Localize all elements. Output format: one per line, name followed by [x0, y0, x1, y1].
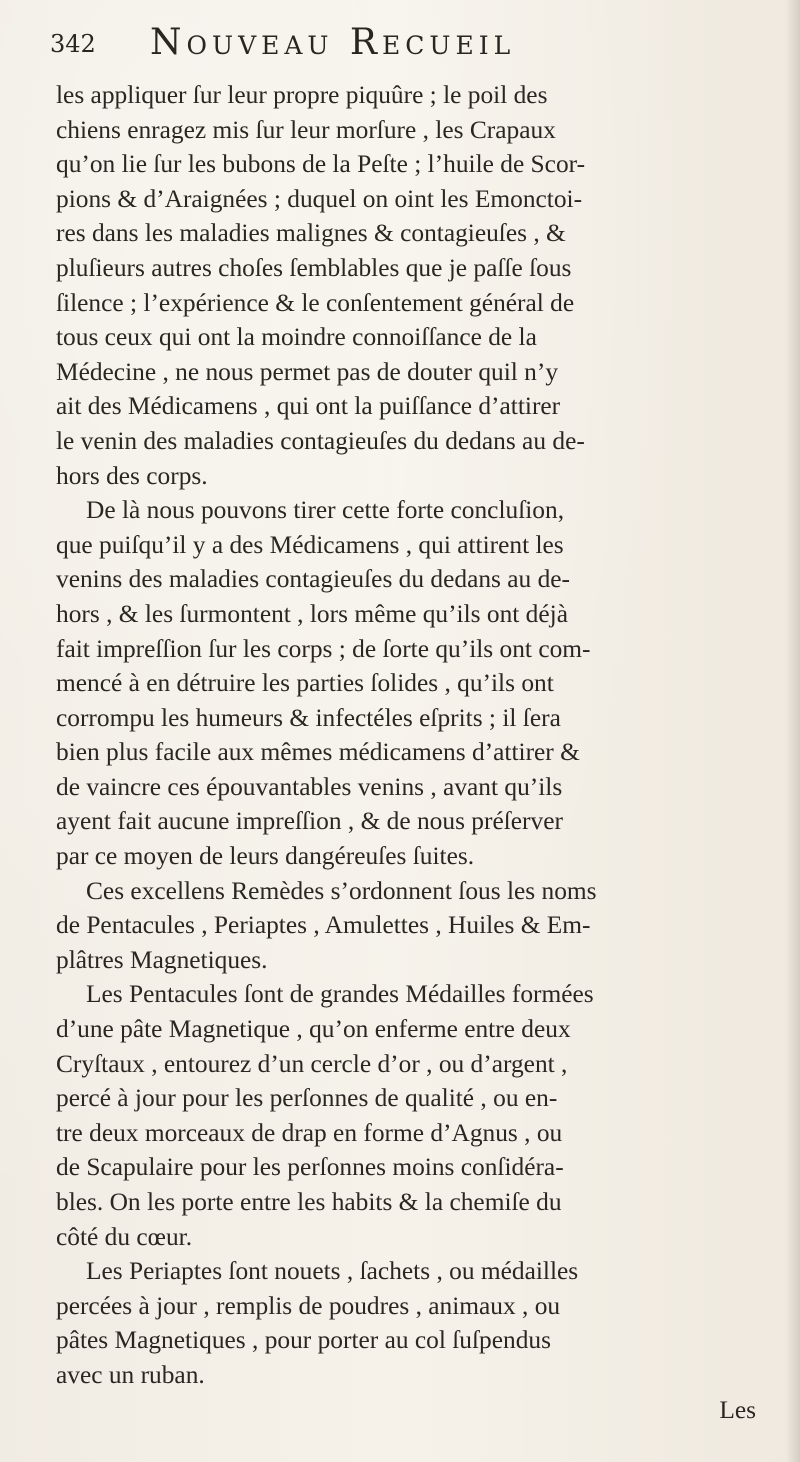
page-number: 342	[50, 30, 96, 58]
catchword: Les	[719, 1395, 756, 1424]
text-line: qu’on lie ſur les bubons de la Peſte ; l’huile de Scor-	[56, 150, 586, 179]
text-line: les appliquer ſur leur propre piquûre ; le poil des	[56, 81, 548, 109]
text-line: avec un ruban.	[56, 1360, 205, 1389]
text-line: ait des Médicamens , qui ont la puiſſance d’attirer	[56, 392, 561, 421]
text-line: mencé à en détruire les parties ſolides , qu’ils ont	[56, 669, 554, 698]
page-header	[50, 22, 780, 72]
text-line: Médecine , ne nous permet pas de douter quil n’y	[56, 357, 559, 386]
text-line: tous ceux qui ont la moindre connoiſſance de la	[56, 323, 537, 352]
text-line: le venin des maladies contagieuſes du dedans au de-	[56, 426, 585, 455]
text-line: de vaincre ces épouvantables venins , avant qu’ils	[56, 772, 563, 801]
body-text	[56, 78, 786, 1427]
text-line: fait impreſſion ſur les corps ; de ſorte qu’ils ont com-	[56, 634, 591, 663]
text-line: tre deux morceaux de drap en forme d’Agnus , ou	[56, 1118, 563, 1147]
text-line: plâtres Magnetiques.	[56, 945, 268, 974]
text-line: pâtes Magnetiques , pour porter au col ſuſpendus	[56, 1326, 551, 1355]
text-line: Cryſtaux , entourez d’un cercle d’or , ou d’argent ,	[56, 1049, 568, 1078]
text-line: res dans les maladies malignes & contagieuſes , &	[56, 219, 566, 248]
text-line: de Scapulaire pour les perſonnes moins conſidéra-	[56, 1153, 564, 1182]
text-line: percées à jour , remplis de poudres , animaux , ou	[56, 1291, 561, 1320]
text-line: Ces excellens Remèdes s’ordonnent ſous les noms	[86, 876, 597, 905]
text-line: par ce moyen de leurs dangéreuſes ſuites.	[56, 842, 475, 871]
text-line: corrompu les humeurs & infectéles eſprits ; il ſera	[56, 703, 561, 732]
text-line: De là nous pouvons tirer cette forte concluſion,	[86, 496, 565, 525]
text-line: que puiſqu’il y a des Médicamens , qui attirent les	[56, 530, 564, 559]
text-line: hors , & les ſurmontent , lors même qu’ils ont déjà	[56, 599, 568, 628]
text-line: percé à jour pour les perſonnes de qualité , ou en-	[56, 1084, 558, 1113]
text-line: chiens enragez mis ſur leur morſure , les Crapaux	[56, 115, 556, 144]
text-line: d’une pâte Magnetique , qu’on enferme entre deux	[56, 1015, 571, 1044]
page-edge-shadow	[786, 0, 800, 1462]
text-line: pluſieurs autres choſes ſemblables que je paſſe ſous	[56, 253, 572, 282]
text-line: de Pentacules , Periaptes , Amulettes , Huiles & Em-	[56, 911, 591, 940]
text-line: côté du cœur.	[56, 1222, 193, 1251]
text-line: ſilence ; l’expérience & le conſentement général de	[56, 288, 575, 317]
text-line: hors des corps.	[56, 461, 208, 490]
text-line: bles. On les porte entre les habits & la chemiſe du	[56, 1188, 562, 1216]
text-line: ayent fait aucune impreſſion , & de nous préſerver	[56, 807, 563, 836]
running-title: Nouveau Recueil	[150, 22, 516, 63]
text-line: pions & d’Araignées ; duquel on oint les Emonctoi-	[56, 184, 583, 213]
text-line: Les Pentacules ſont de grandes Médailles formées	[86, 980, 594, 1009]
text-line: bien plus facile aux mêmes médicamens d’attirer &	[56, 738, 580, 767]
text-line: Les Periaptes ſont nouets , ſachets , ou médailles	[86, 1257, 579, 1286]
text-line: venins des maladies contagieuſes du dedans au de-	[56, 565, 570, 594]
